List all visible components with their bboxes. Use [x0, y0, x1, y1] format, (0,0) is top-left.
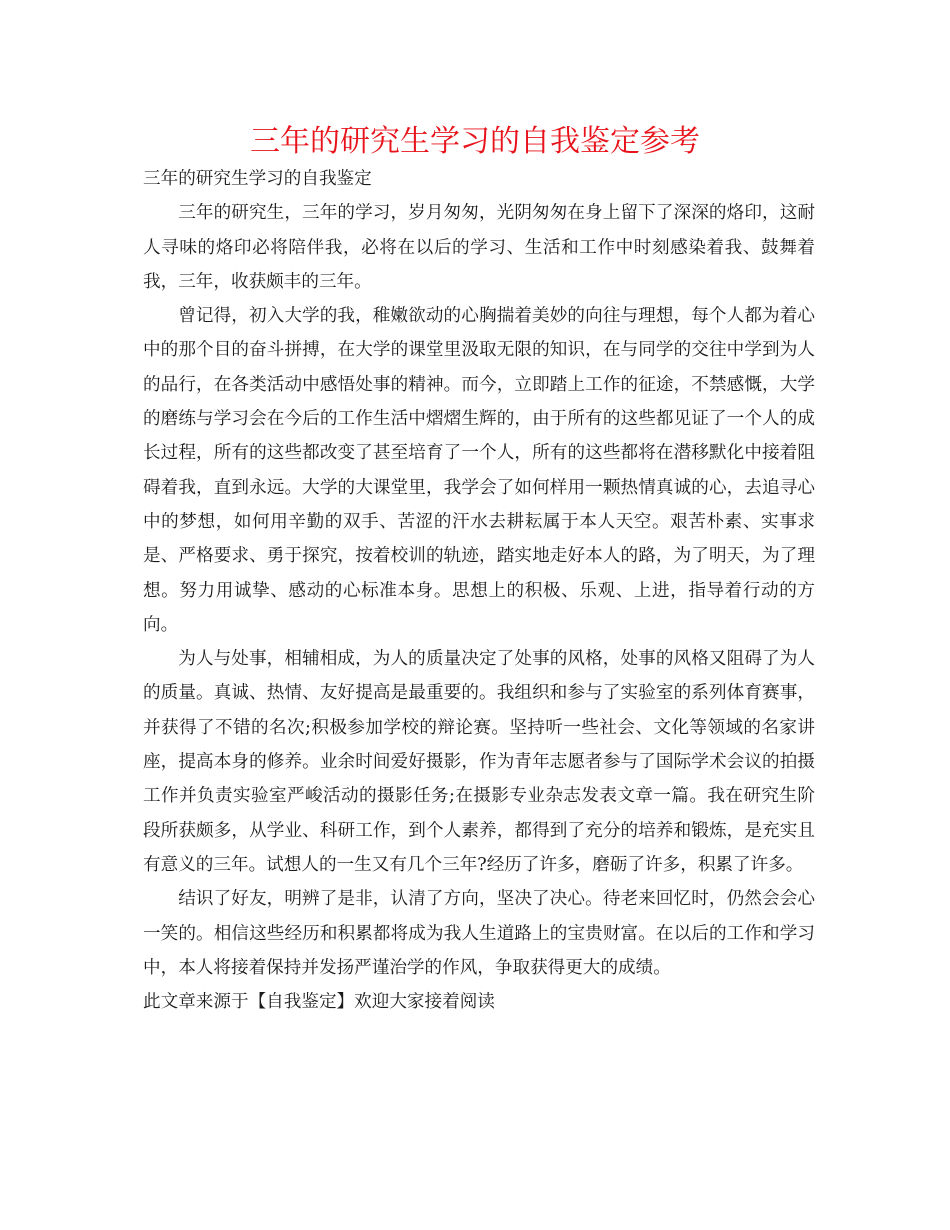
- document-body: [143, 162, 815, 1019]
- document-title: 三年的研究生学习的自我鉴定参考: [250, 124, 700, 159]
- document-subtitle: 三年的研究生学习的自我鉴定: [143, 169, 372, 189]
- paragraph-1: 三年的研究生，三年的学习，岁月匆匆，光阴匆匆在身上留下了深深的烙印，这耐人寻味的烙印必将陪伴我，必将在以后的学习、生活和工作中时刻感染着我、鼓舞着我，三年，收获颇丰的三年。: [143, 203, 815, 292]
- paragraph-2: 曾记得，初入大学的我，稚嫩欲动的心胸揣着美妙的向往与理想，每个人都为着心中的那个目的奋斗拼搏，在大学的课堂里汲取无限的知识，在与同学的交往中学到为人的品行，在各类活动中感悟处事的精神。而今，立即踏上工作的征途，不禁感慨，大学的磨练与学习会在今后的工作生活中熠熠生辉的，由于所有的这些都见证了一个人的成长过程，所有的这些都改变了甚至培育了一个人，所有的这些都将在潜移默化中接着阻碍着我，直到永远。大学的大课堂里，我学会了如何样用一颗热情真诚的心，去追寻心中的梦想，如何用辛勤的双手、苦涩的汗水去耕耘属于本人天空。艰苦朴素、实事求是、严格要求、勇于探究，按着校训的轨迹，踏实地走好本人的路，为了明天，为了理想。努力用诚挚、感动的心标准本身。思想上的积极、乐观、上进，指导着行动的方向。: [143, 306, 815, 635]
- paragraph-3: 为人与处事，相辅相成，为人的质量决定了处事的风格，处事的风格又阻碍了为人的质量。真诚、热情、友好提高是最重要的。我组织和参与了实验室的系列体育赛事，并获得了不错的名次;积极参加学校的辩论赛。坚持听一些社会、文化等领域的名家讲座，提高本身的修养。业余时间爱好摄影，作为青年志愿者参与了国际学术会议的拍摄工作并负责实验室严峻活动的摄影任务;在摄影专业杂志发表文章一篇。我在研究生阶段所获颇多，从学业、科研工作，到个人素养，都得到了充分的培养和锻炼，是充实且有意义的三年。试想人的一生又有几个三年?经历了许多，磨砺了许多，积累了许多。: [143, 649, 815, 875]
- source-note: 此文章来源于【自我鉴定】欢迎大家接着阅读: [143, 992, 495, 1013]
- paragraph-4: 结识了好友，明辨了是非，认清了方向，坚决了决心。待老来回忆时，仍然会会心一笑的。相信这些经历和积累都将成为我人生道路上的宝贵财富。在以后的工作和学习中，本人将接着保持并发扬严谨治学的作风，争取获得更大的成绩。: [143, 889, 815, 978]
